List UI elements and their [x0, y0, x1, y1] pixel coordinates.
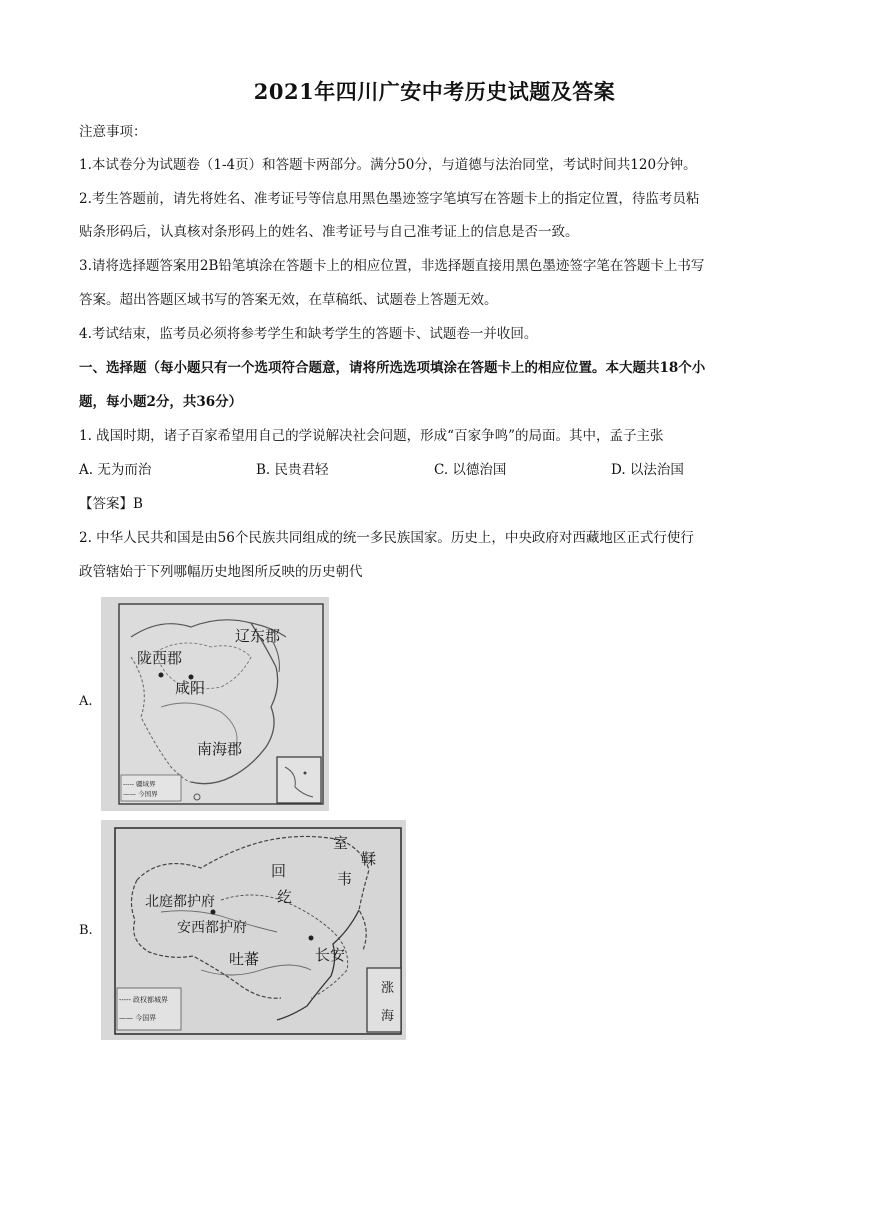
map-a-place-longxi: 陇西郡 — [137, 649, 183, 667]
map-a-place-liaodong: 辽东郡 — [235, 627, 281, 645]
notice-item-1: 1.本试卷分为试题卷（1-4页）和答题卡两部分。满分50分，与道德与法治同堂，考试时间共120分钟。 — [79, 157, 697, 173]
map-b-drawing — [101, 820, 406, 1040]
map-b-place-beiting: 北庭都护府 — [145, 894, 215, 910]
map-b — [101, 820, 406, 1040]
notice-item-2: 2.考生答题前，请先将姓名、准考证号等信息用黑色墨迹签字笔填写在答题卡上的指定位置，待监考员粘 — [79, 191, 700, 207]
section-heading-line-2: 题，每小题2分，共36分） — [79, 394, 243, 410]
question-2-stem-line-2: 政管辖始于下列哪幅历史地图所反映的历史朝代 — [79, 564, 363, 580]
question-1-answer: 【答案】B — [79, 496, 143, 512]
notice-item-3: 3.请将选择题答案用2B铅笔填涂在答题卡上的相应位置，非选择题直接用黑色墨迹签字笔在答题卡上书写 — [79, 258, 705, 274]
map-b-legend-2: —— 今国界 — [119, 1014, 157, 1022]
map-b-place-wei: 韦 — [337, 870, 353, 888]
map-b-place-shi: 室 — [333, 834, 349, 852]
notice-heading: 注意事项： — [79, 124, 147, 140]
notice-item-4: 4.考试结束，监考员必须将参考学生和缺考学生的答题卡、试题卷一并收回。 — [79, 326, 538, 342]
map-b-label: B. — [79, 923, 93, 938]
map-a-drawing — [101, 597, 329, 811]
map-b-legend-1: ----- 政权都城界 — [119, 996, 169, 1004]
section-heading-line-1: 一、选择题（每小题只有一个选项符合题意，请将所选选项填涂在答题卡上的相应位置。本大题共18个小 — [79, 360, 706, 376]
question-1-option-b: B. 民贵君轻 — [256, 462, 329, 478]
map-b-place-changan: 长安 — [315, 946, 346, 964]
map-a-place-nanhai: 南海郡 — [197, 740, 243, 758]
notice-item-2-cont: 贴条形码后，认真核对条形码上的姓名、准考证号与自己准考证上的信息是否一致。 — [79, 224, 579, 240]
map-a-place-xianyang: 咸阳 — [175, 679, 206, 697]
page-title: 2021年四川广安中考历史试题及答案 — [253, 79, 616, 104]
question-1-stem: 1. 战国时期，诸子百家希望用自己的学说解决社会问题，形成“百家争鸣”的局面。其中，孟子主张 — [79, 428, 664, 444]
notice-item-3-cont: 答案。超出答题区域书写的答案无效，在草稿纸、试题卷上答题无效。 — [79, 292, 498, 308]
map-b-place-hui: 回 — [271, 862, 287, 880]
map-a-legend-2: —— 今国界 — [123, 790, 158, 798]
map-a — [101, 597, 329, 811]
map-a-label: A. — [79, 694, 93, 709]
question-1-option-c: C. 以德治国 — [434, 462, 507, 478]
question-1-option-a: A. 无为而治 — [79, 462, 152, 478]
map-b-inset-hai: 海 — [381, 1009, 395, 1024]
map-b-place-mo: 鞣 — [361, 850, 377, 868]
map-b-place-anxi: 安西都护府 — [177, 920, 247, 936]
map-b-inset-zhang: 涨 — [381, 981, 395, 996]
question-2-stem-line-1: 2. 中华人民共和国是由56个民族共同组成的统一多民族国家。历史上，中央政府对西藏地区正式行使行 — [79, 530, 694, 546]
map-b-place-tubo: 吐蕃 — [229, 950, 260, 968]
question-1-option-d: D. 以法治国 — [611, 462, 684, 478]
map-b-place-he: 纥 — [277, 888, 293, 906]
map-a-legend-1: ----- 疆域界 — [123, 780, 156, 788]
